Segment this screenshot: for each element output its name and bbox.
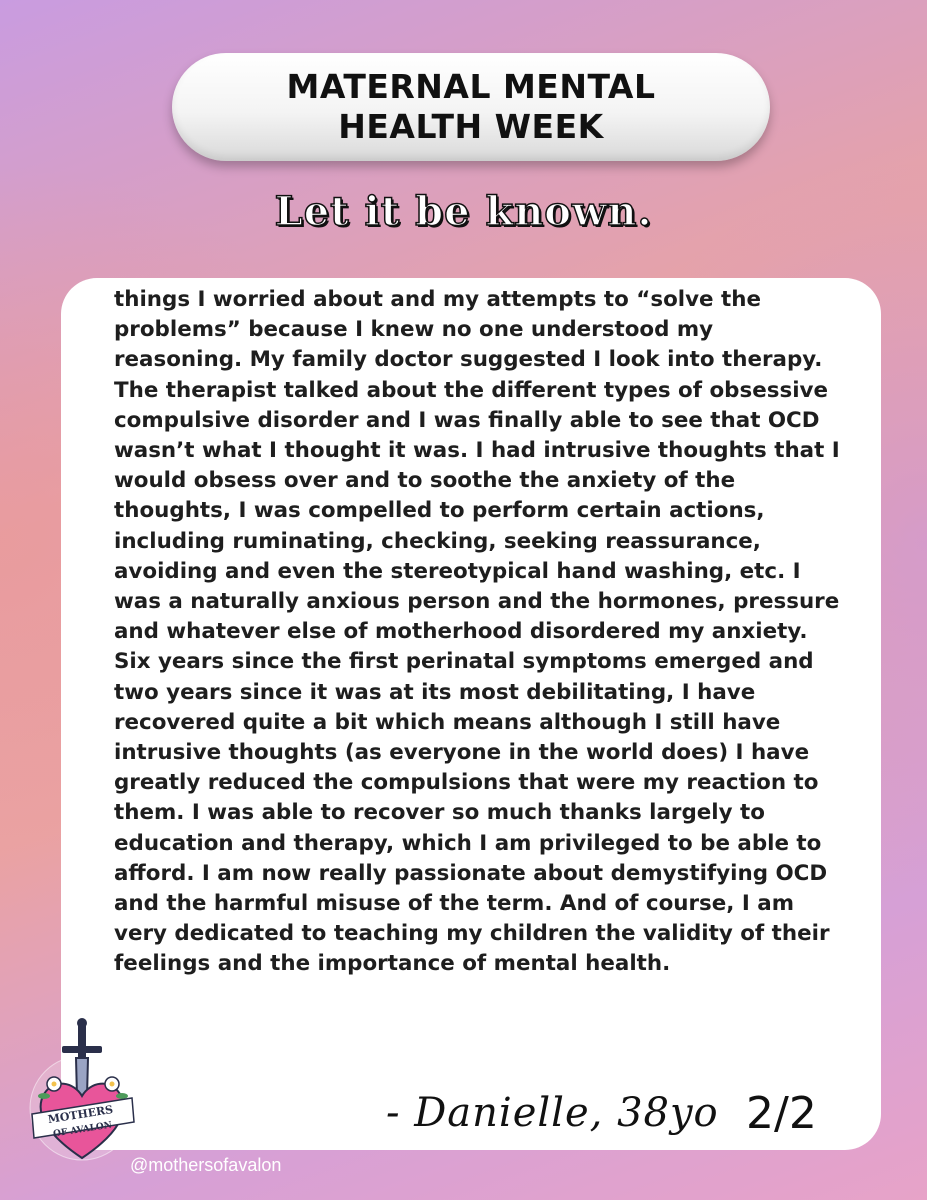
title-banner — [172, 53, 770, 161]
heart-sword-logo-icon — [26, 1016, 138, 1176]
signature: - Danielle, 38yo — [386, 1090, 719, 1136]
title-line-1: MATERNAL MENTAL — [286, 67, 656, 106]
page-number: 2/2 — [746, 1088, 817, 1139]
social-handle: @mothersofavalon — [130, 1155, 282, 1175]
logo-text-line-2: OF AVALON — [52, 1120, 113, 1140]
subtitle: Let it be known. — [274, 188, 653, 235]
logo-text-line-1: MOTHERS — [46, 1102, 114, 1127]
title-line-2: HEALTH WEEK — [338, 107, 604, 146]
story-text: things I worried about and my attempts to “solve the problems” because I knew no one understood my reasoning. My family doctor suggested I look into therapy. The therapist talked about the different types of obsessive compulsive disorder and I was finally able to see that OCD wasn’t what I thought it was. I had intrusive thoughts that I would obsess over and to soothe the anxiety of the thoughts, I was compelled to perform certain actions, including ruminating, checking, seeking reassurance, avoiding and even the stereotypical hand washing, etc. I was a naturally anxious person and the hormones, pressure and whatever else of motherhood disordered my anxiety. Six years since the first perinatal symptoms emerged and two years since it was at its most debilitating, I have recovered quite a bit which means although I still have intrusive thoughts (as everyone in the world does) I have greatly reduced the compulsions that were my reaction to them. I was able to recover so much thanks largely to education and therapy, which I am privileged to be able to afford. I am now really passionate about demystifying OCD and the harmful misuse of the term. And of course, I am very dedicated to teaching my children the validity of their feelings and the importance of mental health. — [114, 287, 840, 977]
